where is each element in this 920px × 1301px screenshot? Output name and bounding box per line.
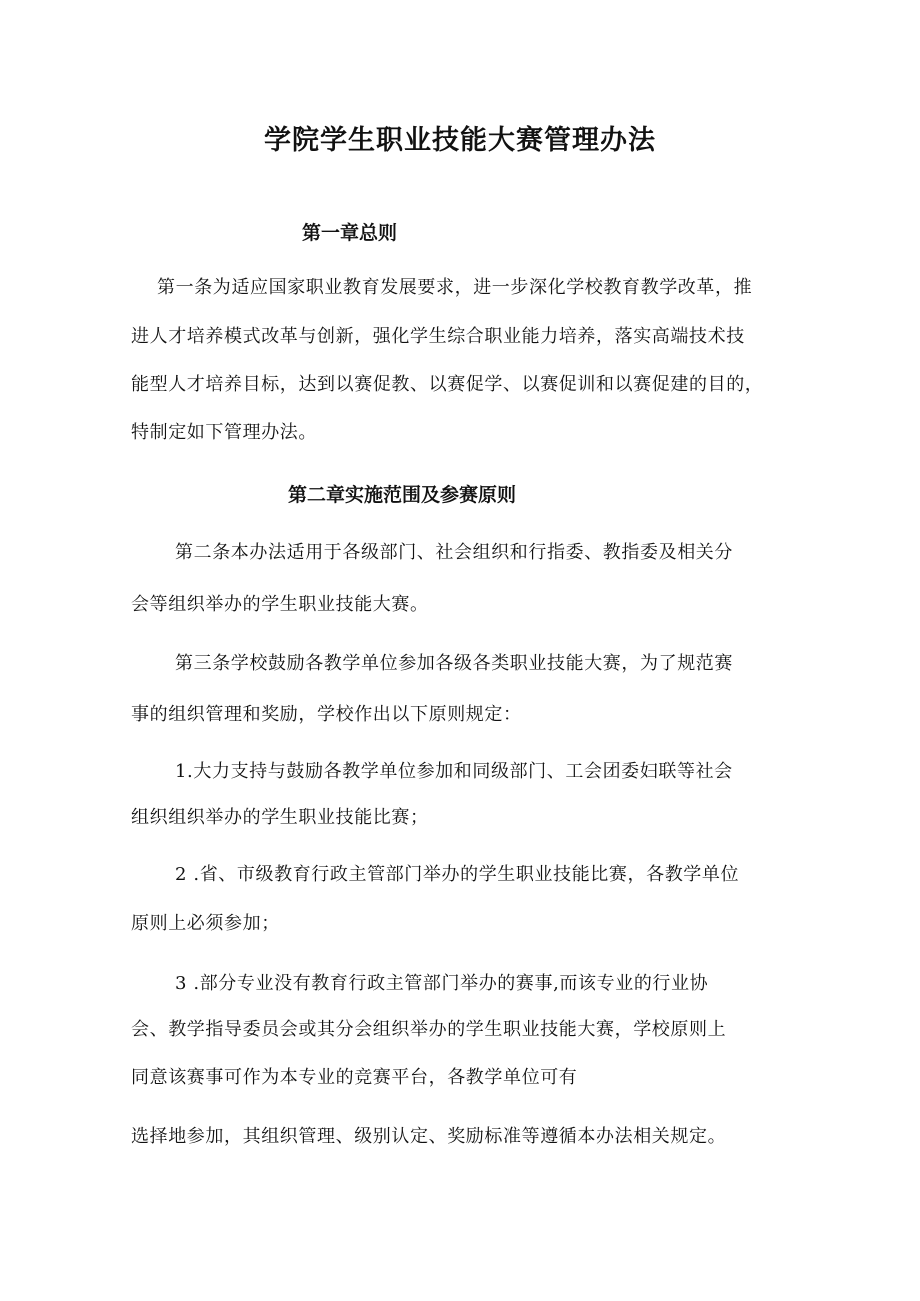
item-3-line-2: 会、教学指导委员会或其分会组织举办的学生职业技能大赛，学校原则上	[131, 1019, 727, 1040]
item-1-line-2: 组织组织举办的学生职业技能比赛；	[131, 807, 429, 828]
document-title: 学院学生职业技能大赛管理办法	[264, 125, 656, 156]
article-1-line-4: 特制定如下管理办法。	[131, 422, 317, 443]
article-1-line-2: 进人才培养模式改革与创新，强化学生综合职业能力培养，落实高端技术技	[131, 326, 745, 347]
item-3-line-3: 同意该赛事可作为本专业的竞赛平台，各教学单位可有	[131, 1067, 578, 1088]
chapter-2-heading: 第二章实施范围及参赛原则	[288, 484, 517, 506]
article-2-line-1: 第二条本办法适用于各级部门、社会组织和行指委、教指委及相关分	[175, 542, 733, 563]
article-1-line-1: 第一条为适应国家职业教育发展要求，进一步深化学校教育教学改革，推	[157, 277, 753, 298]
item-2-line-2: 原则上必须参加；	[131, 913, 280, 934]
item-3-line-1: 3 .部分专业没有教育行政主管部门举办的赛事,而该专业的行业协	[175, 973, 709, 994]
article-3-line-1: 第三条学校鼓励各教学单位参加各级各类职业技能大赛，为了规范赛	[175, 653, 733, 674]
article-3-line-2: 事的组织管理和奖励，学校作出以下原则规定：	[131, 704, 522, 725]
chapter-1-heading: 第一章总则	[302, 222, 398, 244]
article-1-line-3: 能型人才培养目标，达到以赛促教、以赛促学、以赛促训和以赛促建的目的，	[131, 374, 764, 395]
article-2-line-2: 会等组织举办的学生职业技能大赛。	[131, 594, 429, 615]
item-3-line-4: 选择地参加，其组织管理、级别认定、奖励标准等遵循本办法相关规定。	[131, 1126, 727, 1147]
item-2-line-1: 2 .省、市级教育行政主管部门举办的学生职业技能比赛，各教学单位	[175, 864, 740, 885]
item-1-line-1: 1.大力支持与鼓励各教学单位参加和同级部门、工会团委妇联等社会	[175, 761, 733, 782]
